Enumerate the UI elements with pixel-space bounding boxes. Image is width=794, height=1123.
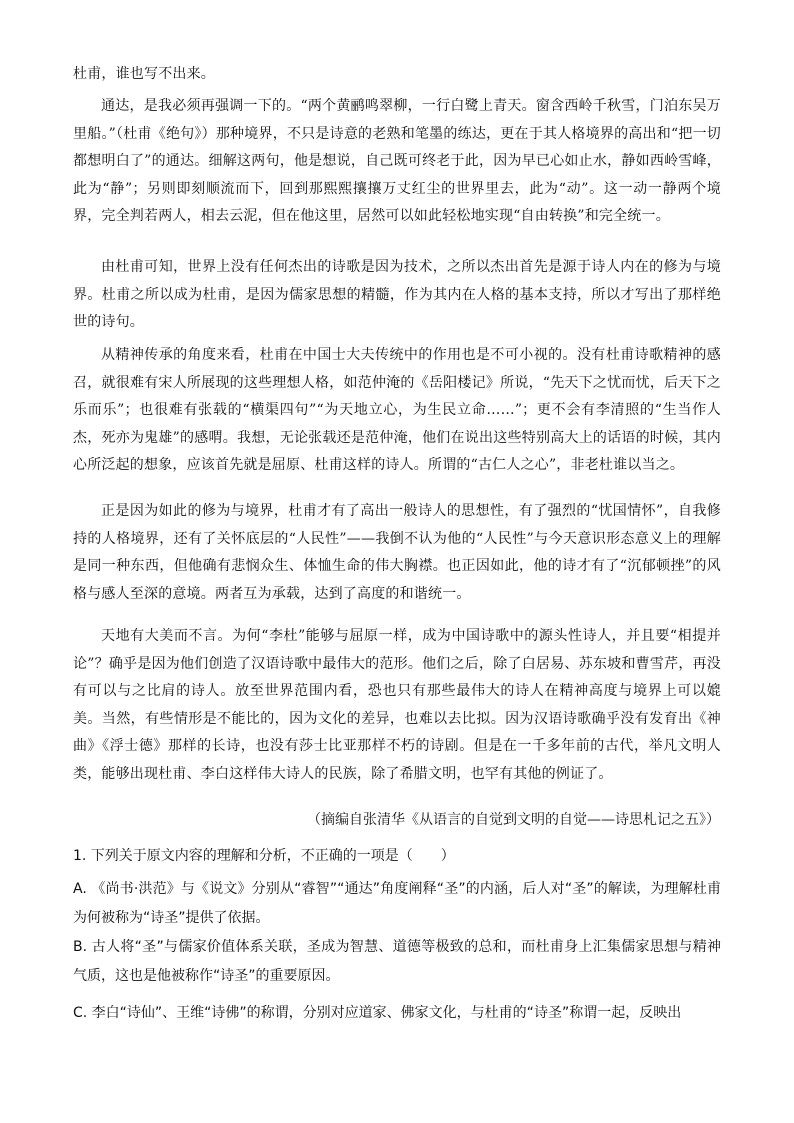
passage-paragraph-2: 由杜甫可知，世界上没有任何杰出的诗歌是因为技术，之所以杰出首先是源于诗人内在的修为与境界。杜甫之所以成为杜甫，是因为儒家思想的精髓，作为其内在人格的基本支持，所以才写出了那样绝世的诗句。 [73,259,721,331]
passage-paragraph-3: 从精神传承的角度来看，杜甫在中国士大夫传统中的作用也是不可小视的。没有杜甫诗歌精神的感召，就很难有宋人所展现的这些理想人格，如范仲淹的《岳阳楼记》所说，“先天下之忧而忧，后天下之乐而乐”；也很难有张载的“横渠四句”“为天地立心，为生民立命……”；更不会有李清照的“生当作人杰，死亦为鬼雄”的感喟。我想，无论张载还是范仲淹，他们在说出这些特别高大上的话语的时候，其内心所泛起的想象，应该首先就是屈原、杜甫这样的诗人。所谓的“古仁人之心”，非老杜谁以当之。 [73,347,721,474]
passage-paragraph-0: 杜甫，谁也写不出来。 [73,66,215,82]
question-1-option-c[interactable]: C. 李白“诗仙”、王维“诗佛”的称谓，分别对应道家、佛家文化，与杜甫的“诗圣”称谓一起，反映出 [73,1005,682,1021]
question-1-option-b[interactable]: B. 古人将“圣”与儒家价值体系关联，圣成为智慧、道德等极致的总和，而杜甫身上汇集儒家思想与精神气质，这也是他被称作“诗圣”的重要原因。 [73,939,721,984]
passage-paragraph-1: 通达，是我必须再强调一下的。“两个黄鹂鸣翠柳，一行白鹭上青天。窗含西岭千秋雪，门泊东吴万里船。”（杜甫《绝句》）那种境界，不只是诗意的老熟和笔墨的练达，更在于其人格境界的高出和“把一切都想明白了”的通达。细解这两句，他是想说，自己既可终老于此，因为早已心如止水，静如西岭雪峰，此为“静”；另则即刻顺流而下，回到那熙熙攘攘万丈红尘的世界里去，此为“动”。这一动一静两个境界，完全判若两人，相去云泥，但在他这里，居然可以如此轻松地实现“自由转换”和完全统一。 [73,98,721,225]
passage-paragraph-5: 天地有大美而不言。为何“李杜”能够与屈原一样，成为中国诗歌中的源头性诗人，并且要“相提并论”？确乎是因为他们创造了汉语诗歌中最伟大的范形。他们之后，除了白居易、苏东坡和曹雪芹，再没有可以与之比肩的诗人。放至世界范围内看，恐也只有那些最伟大的诗人在精神高度与境界上可以媲美。当然，有些情形是不能比的，因为文化的差异，也难以去比拟。因为汉语诗歌确乎没有发育出《神曲》《浮士德》那样的长诗，也没有莎士比亚那样不朽的诗剧。但是在一千多年前的古代，举凡文明人类，能够出现杜甫、李白这样伟大诗人的民族，除了希腊文明，也罕有其他的例证了。 [73,628,721,782]
passage-paragraph-4: 正是因为如此的修为与境界，杜甫才有了高出一般诗人的思想性，有了强烈的“忧国情怀”，自我修持的人格境界，还有了关怀底层的“人民性”——我倒不认为他的“人民性”与今天意识形态意义上的理解是同一种东西，但他确有悲悯众生、体恤生命的伟大胸襟。也正因如此，他的诗才有了“沉郁顿挫”的风格与感人至深的意境。两者互为承载，达到了高度的和谐统一。 [73,503,721,602]
question-1-stem: 1. 下列关于原文内容的理解和分析，不正确的一项是（ ） [73,848,455,864]
question-1-option-a[interactable]: A. 《尚书·洪范》与《说文》分别从“睿智”“通达”角度阐释“圣”的内涵，后人对“圣”的解读，为理解杜甫为何被称为“诗圣”提供了依据。 [73,881,721,926]
passage-source: （摘编自张清华《从语言的自觉到文明的自觉——诗思札记之五》） [307,812,720,828]
